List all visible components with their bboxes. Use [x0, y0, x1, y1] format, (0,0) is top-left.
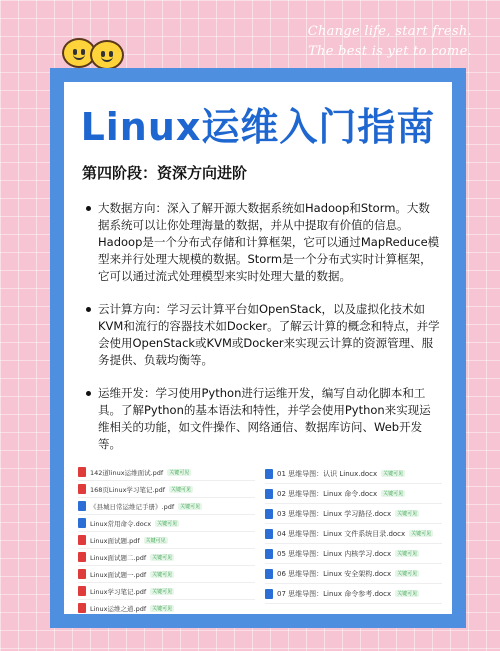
file-badge: 关键可见: [152, 554, 173, 561]
slogan: [308, 22, 472, 62]
pdf-file-icon: [78, 569, 86, 579]
file-badge: 关键可见: [383, 491, 404, 497]
file-row[interactable]: [265, 484, 442, 504]
doc-file-icon: [265, 569, 273, 579]
file-name: Linux面试题.pdf: [90, 536, 140, 545]
file-name: 《县城日常运维记手册》.pdf: [90, 502, 175, 511]
file-name: 04 思维导图：Linux 文件系统目录.docx: [277, 529, 406, 538]
file-list-screenshot: [78, 464, 442, 614]
file-name: 168页Linux学习笔记.pdf: [90, 485, 166, 494]
slogan-line-1: Change life, start fresh.: [307, 24, 472, 39]
file-name: 07 思维导图：Linux 命令参考.docx: [277, 589, 392, 598]
smiley-icon: [90, 40, 124, 70]
bullet-item: 大数据方向：深入了解开源大数据系统如Hadoop和Storm。大数据系统可以让你处理海量的数据，并从中提取有价值的信息。Hadoop是一个分布式存储和计算框架，它可以通过MapReduce模型来并行处理大规模的数据。Storm是一个分布式实时计算框架，它可以通过流式处理模型来实时处理大量的数据。: [84, 200, 440, 285]
doc-file-icon: [265, 529, 273, 539]
file-name: 03 思维导图：Linux 学习路径.docx: [277, 509, 392, 518]
file-row[interactable]: [265, 544, 442, 564]
file-row[interactable]: [78, 549, 255, 566]
file-row[interactable]: [265, 564, 442, 584]
pdf-file-icon: [78, 586, 86, 596]
file-name: Linux面试题二.pdf: [90, 553, 147, 562]
file-row[interactable]: [78, 566, 255, 583]
doc-file-icon: [265, 489, 273, 499]
file-badge: 关键可见: [171, 486, 192, 493]
file-row[interactable]: [78, 481, 255, 498]
slogan-line-2: The best is yet to come.: [308, 44, 472, 59]
file-list-left: [78, 464, 255, 614]
file-badge: 关键可见: [397, 551, 418, 557]
doc-file-icon: [78, 518, 86, 528]
file-name: 142道linux运维面试.pdf: [90, 468, 164, 477]
page-title: Linux运维入门指南: [80, 105, 436, 149]
file-name: Linux面试题一.pdf: [90, 570, 147, 579]
file-row[interactable]: [78, 464, 255, 481]
bullet-item: 云计算方向：学习云计算平台如OpenStack，以及虚拟化技术如KVM和流行的容器技术如Docker。了解云计算的概念和特点，并学会使用OpenStack或KVM或Docker来实现云计算的资源管理、服务提供、负载均衡等。: [84, 301, 440, 369]
file-row[interactable]: [78, 600, 255, 614]
file-badge: 关键可见: [397, 591, 418, 597]
file-name: 06 思维导图：Linux 安全架构.docx: [277, 569, 392, 578]
file-row[interactable]: [265, 464, 442, 484]
file-name: Linux学习笔记.pdf: [90, 587, 147, 596]
file-badge: 关键可见: [152, 588, 173, 595]
file-row[interactable]: [265, 524, 442, 544]
content-card: [64, 82, 452, 614]
doc-file-icon: [265, 509, 273, 519]
file-badge: 关键可见: [383, 471, 404, 477]
file-badge: 关键可见: [411, 531, 432, 537]
file-badge: 关键可见: [145, 537, 166, 544]
file-badge: 关键可见: [180, 503, 201, 510]
doc-file-icon: [265, 589, 273, 599]
file-badge: 关键可见: [169, 469, 190, 476]
file-row[interactable]: [78, 532, 255, 549]
file-badge: 关键可见: [157, 520, 178, 527]
section-subtitle: 第四阶段：资深方向进阶: [82, 164, 248, 182]
doc-file-icon: [265, 469, 273, 479]
blue-frame: [50, 68, 466, 628]
file-row[interactable]: [78, 498, 255, 515]
file-row[interactable]: [265, 504, 442, 524]
file-name: 02 思维导图：Linux 命令.docx: [277, 489, 378, 498]
file-name: 01 思维导图：认识 Linux.docx: [277, 469, 378, 478]
file-name: Linux常用命令.docx: [90, 519, 152, 528]
doc-file-icon: [78, 501, 86, 511]
pdf-file-icon: [78, 603, 86, 613]
file-row[interactable]: [265, 584, 442, 604]
file-name: 05 思维导图：Linux 内核学习.docx: [277, 549, 392, 558]
file-name: Linux运维之道.pdf: [90, 604, 147, 613]
pdf-file-icon: [78, 552, 86, 562]
file-badge: 关键可见: [152, 605, 173, 612]
pdf-file-icon: [78, 467, 86, 477]
bullet-list: [84, 200, 440, 469]
file-badge: 关键可见: [152, 571, 173, 578]
bullet-item: 运维开发：学习使用Python进行运维开发，编写自动化脚本和工具。了解Python的基本语法和特性，并学会使用Python来实现运维相关的功能，如文件操作、网络通信、数据库访问、Web开发等。: [84, 385, 440, 453]
pdf-file-icon: [78, 535, 86, 545]
pdf-file-icon: [78, 484, 86, 494]
file-row[interactable]: [78, 515, 255, 532]
file-badge: 关键可见: [397, 511, 418, 517]
file-list-right: [265, 464, 442, 614]
file-badge: 关键可见: [397, 571, 418, 577]
doc-file-icon: [265, 549, 273, 559]
file-row[interactable]: [78, 583, 255, 600]
